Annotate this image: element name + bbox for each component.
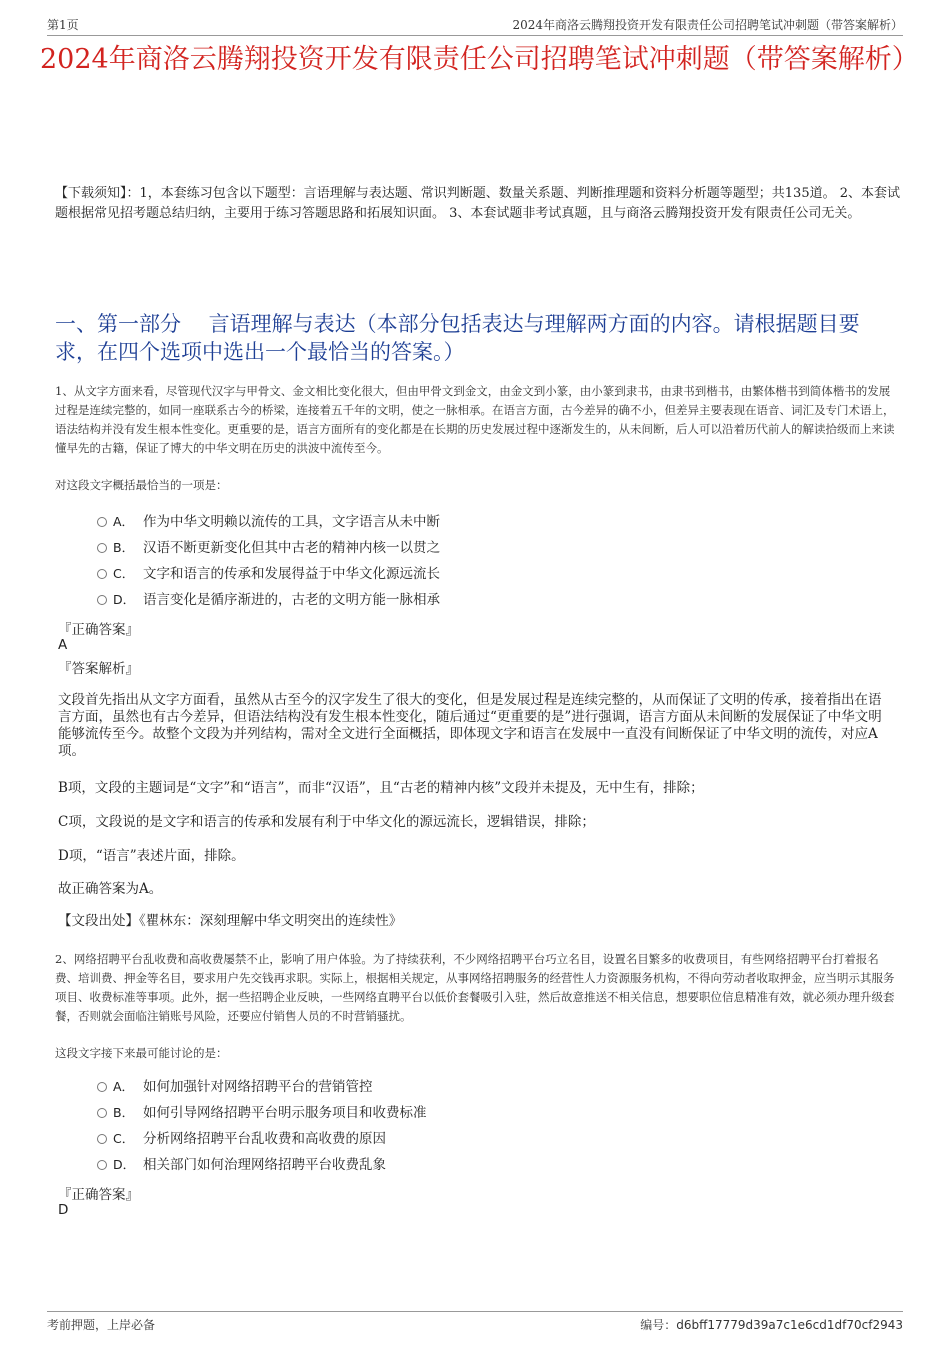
footer-slogan: 考前押题，上岸必备	[47, 1318, 156, 1332]
header-doc-title: 2024年商洛云腾翔投资开发有限责任公司招聘笔试冲刺题（带答案解析）	[512, 18, 903, 32]
page-header	[47, 13, 903, 36]
analysis-note-b: B项，文段的主题词是“文字”和“语言”，而非“汉语”，且“古老的精神内核”文段并未提及，无中生有，排除；	[58, 780, 704, 796]
analysis-label: 『答案解析』	[58, 661, 139, 677]
analysis-note-c: C项，文段说的是文字和语言的传承和发展有利于中华文化的源远流长，逻辑错误，排除；	[58, 814, 595, 830]
analysis-note-d: D项，“语言”表述片面，排除。	[58, 848, 245, 864]
answer-label: 『正确答案』	[58, 622, 139, 638]
analysis-conclusion: 故正确答案为A。	[58, 881, 163, 897]
correct-answer: A	[58, 637, 68, 653]
section-heading: 一、第一部分 言语理解与表达（本部分包括表达与理解两方面的内容。请根据题目要求，在四个选项中选出一个最恰当的答案。）	[55, 312, 860, 364]
radio-icon[interactable]	[97, 1160, 107, 1170]
radio-icon[interactable]	[97, 1134, 107, 1144]
radio-icon[interactable]	[97, 569, 107, 579]
document-title: 2024年商洛云腾翔投资开发有限责任公司招聘笔试冲刺题（带答案解析）	[40, 44, 919, 75]
option-c[interactable]: C． 文字和语言的传承和发展得益于中华文化源远流长	[97, 561, 440, 587]
option-d[interactable]: D． 语言变化是循序渐进的，古老的文明方能一脉相承	[97, 587, 440, 613]
option-b[interactable]: B． 如何引导网络招聘平台明示服务项目和收费标准	[97, 1100, 427, 1126]
option-c[interactable]: C． 分析网络招聘平台乱收费和高收费的原因	[97, 1126, 427, 1152]
radio-icon[interactable]	[97, 1082, 107, 1092]
question-1-prompt: 对这段文字概括最恰当的一项是：	[55, 478, 228, 492]
correct-answer: D	[58, 1202, 69, 1218]
download-notice: 【下载须知】：1，本套练习包含以下题型：言语理解与表达题、常识判断题、数量关系题、判断推理题和资料分析题等题型；共135道。 2、本套试题根据常见招考题总结归纳，主要用于练习答题思路和拓展知识面。 3、本套试题非考试真题，且与商洛云腾翔投资开发有限责任公司无关。	[55, 186, 900, 221]
question-2-prompt: 这段文字接下来最可能讨论的是：	[55, 1046, 228, 1060]
option-a[interactable]: A． 如何加强针对网络招聘平台的营销管控	[97, 1074, 427, 1100]
page-number: 第1页	[47, 18, 79, 32]
answer-analysis: 文段首先指出从文字方面看，虽然从古至今的汉字发生了很大的变化，但是发展过程是连续完整的，从而保证了文明的传承，接着指出在语言方面，虽然也有古今差异，但语法结构没有发生根本性变化，随后通过“更重要的是”进行强调，语言方面从未间断的发展保证了中华文明能够流传至今。故整个文段为并列结构，需对全文进行全面概括，即体现文字和语言在发展中一直没有间断保证了中华文明的流传，对应A项。	[58, 692, 882, 759]
option-b[interactable]: B． 汉语不断更新变化但其中古老的精神内核一以贯之	[97, 535, 440, 561]
question-1-options	[97, 509, 440, 613]
passage-source: 【文段出处】《瞿林东：深刻理解中华文明突出的连续性》	[58, 913, 403, 929]
question-2-stem: 2、网络招聘平台乱收费和高收费屡禁不止，影响了用户体验。为了持续获利，不少网络招聘平台巧立名目，设置名目繁多的收费项目，有些网络招聘平台打着报名费、培训费、押金等名目，要求用户先交钱再求职。实际上，根据相关规定，从事网络招聘服务的经营性人力资源服务机构，不得向劳动者收取押金，应当明示其服务项目、收费标准等事项。此外，据一些招聘企业反映，一些网络直聘平台以低价套餐吸引入驻，然后故意推送不相关信息，想要职位信息精准有效，就必须办理升级套餐，否则就会面临注销账号风险，还要应付销售人员的不时营销骚扰。	[55, 952, 895, 1023]
radio-icon[interactable]	[97, 543, 107, 553]
question-2-options	[97, 1074, 427, 1178]
answer-label: 『正确答案』	[58, 1187, 139, 1203]
option-d[interactable]: D． 相关部门如何治理网络招聘平台收费乱象	[97, 1152, 427, 1178]
document-code: 编号：d6bff17779d39a7c1e6cd1df70cf2943	[640, 1318, 903, 1332]
radio-icon[interactable]	[97, 517, 107, 527]
page-footer	[47, 1311, 903, 1334]
radio-icon[interactable]	[97, 595, 107, 605]
question-1-stem: 1、从文字方面来看，尽管现代汉字与甲骨文、金文相比变化很大，但由甲骨文到金文，由金文到小篆，由小篆到隶书，由隶书到楷书，由繁体楷书到简体楷书的发展过程是连续完整的，如同一座联系古今的桥梁，连接着五千年的文明，使之一脉相承。在语言方面，古今差异的确不小，但差异主要表现在语音、词汇及专门术语上，语法结构并没有发生根本性变化。更重要的是，语言方面所有的变化都是在长期的历史发展过程中逐渐发生的，从未间断，后人可以沿着历代前人的解读拾级而上来读懂早先的古籍，保证了博大的中华文明在历史的洪波中流传至今。	[55, 384, 895, 455]
option-a[interactable]: A． 作为中华文明赖以流传的工具，文字语言从未中断	[97, 509, 440, 535]
radio-icon[interactable]	[97, 1108, 107, 1118]
